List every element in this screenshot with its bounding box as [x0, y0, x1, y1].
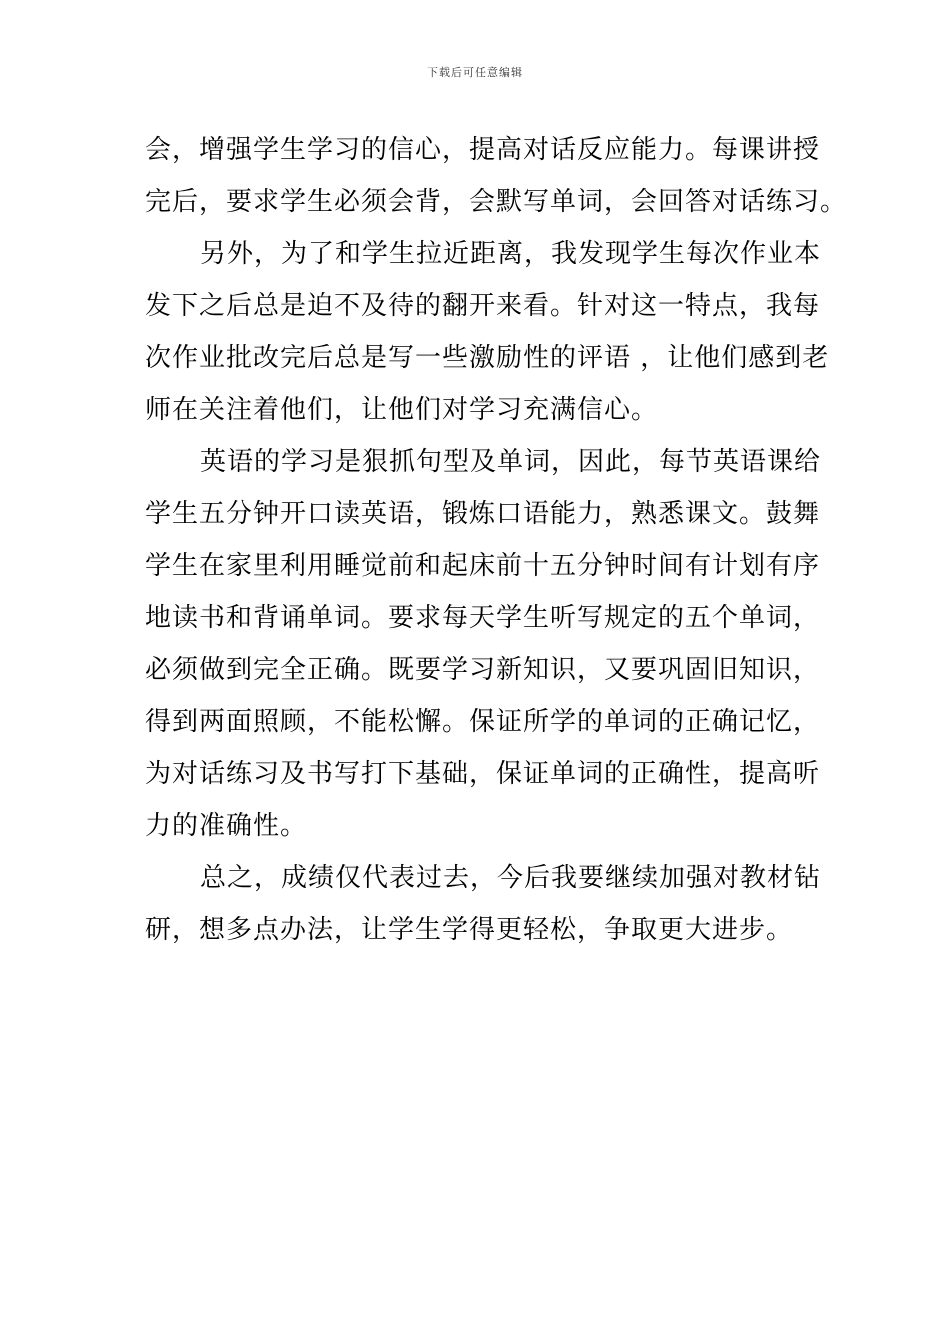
document-body	[145, 124, 848, 956]
paragraph-start-line: 英语的学习是狠抓句型及单词，因此，每节英语课给	[200, 447, 822, 477]
text-line: 研，想多点办法，让学生学得更轻松，争取更大进步。	[145, 915, 794, 945]
text-line: 学生五分钟开口读英语，锻炼口语能力，熟悉课文。鼓舞	[145, 499, 821, 529]
text-line: 必须做到完全正确。既要学习新知识，又要巩固旧知识，	[145, 655, 821, 685]
text-line: 会，增强学生学习的信心，提高对话反应能力。每课讲授	[145, 135, 821, 165]
paragraph-start-line: 另外，为了和学生拉近距离，我发现学生每次作业本	[200, 239, 822, 269]
text-line: 地读书和背诵单词。要求每天学生听写规定的五个单词，	[145, 603, 821, 633]
text-line: 师在关注着他们，让他们对学习充满信心。	[145, 395, 659, 425]
text-line: 得到两面照顾，不能松懈。保证所学的单词的正确记忆，	[145, 707, 821, 737]
text-line: 力的准确性。	[145, 811, 308, 841]
text-line: 学生在家里利用睡觉前和起床前十五分钟时间有计划有序	[145, 551, 821, 581]
header-note: 下载后可任意编辑	[427, 66, 523, 79]
paragraph-start-line: 总之，成绩仅代表过去，今后我要继续加强对教材钻	[200, 863, 822, 893]
text-line: 发下之后总是迫不及待的翻开来看。针对这一特点，我每	[145, 291, 821, 321]
text-line: 完后，要求学生必须会背，会默写单词，会回答对话练习。	[145, 187, 848, 217]
text-line: 次作业批改完后总是写一些激励性的评语 ，让他们感到老	[145, 343, 830, 373]
text-line: 为对话练习及书写打下基础，保证单词的正确性，提高听	[145, 759, 821, 789]
